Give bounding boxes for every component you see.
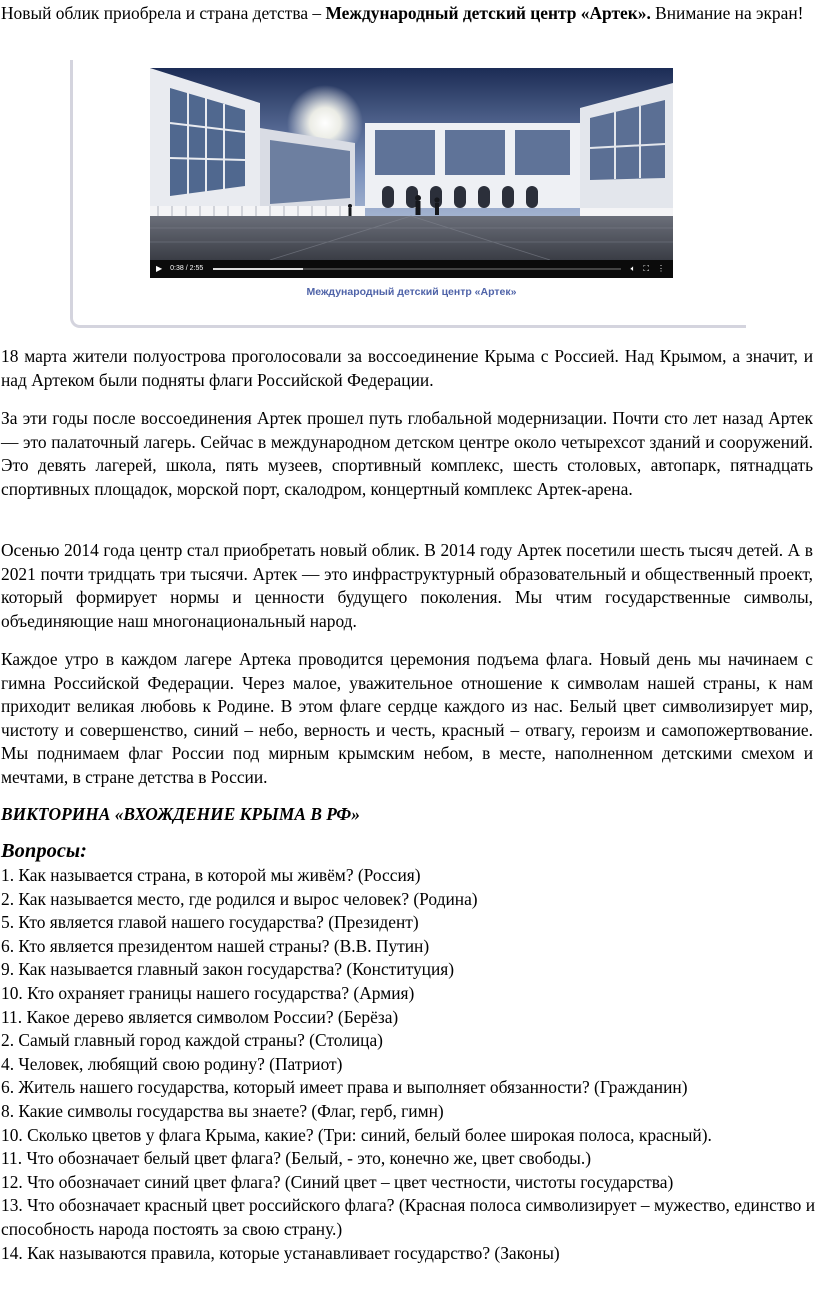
paragraph-4: Каждое утро в каждом лагере Артека проводится церемония подъема флага. Новый день мы начинаем с гимна Российской Федерации. Через малое, уважительное отношение к символам нашей страны, к нам приходит великая любовь к Родине. В этом флаге сердце каждого из нас. Белый цвет символизирует мир, чистоту и совершенство, синий – небо, верность и честь, красный – отвагу, героизм и самопожертвование. Мы поднимаем флаг России под мирным крымским небом, в месте, наполненном детскими смехом и мечтами, в стране детства в России. bbox=[1, 649, 813, 787]
intro-text-before: Новый облик приобрела и страна детства – bbox=[1, 3, 326, 23]
intro-bold-title: Международный детский центр «Артек». bbox=[325, 3, 651, 23]
question-item: 9. Как называется главный закон государства? (Конституция) bbox=[1, 959, 455, 980]
questions-header: Вопросы: bbox=[1, 840, 87, 862]
video-progress-fill bbox=[213, 268, 303, 270]
video-time: 0:38 / 2:55 bbox=[170, 265, 204, 273]
question-item: 6. Житель нашего государства, который имеет права и выполняет обязанности? (Гражданин) bbox=[1, 1077, 688, 1098]
video-caption: Международный детский центр «Артек» bbox=[306, 286, 517, 298]
intro-paragraph bbox=[1, 2, 813, 26]
paragraph-3: Осенью 2014 года центр стал приобретать новый облик. В 2014 году Артек посетили шесть тысяч детей. А в 2021 почти тридцать три тысячи. Артек — это инфраструктурный образовательный и общественный проект, который формирует нормы и ценности будущего поколения. Мы чтим государственные символы, объединяющие наш многонациональный народ. bbox=[1, 540, 813, 631]
question-item: 13. Что обозначает красный цвет российского флага? (Красная полоса символизирует – мужество, единство и способность народа постоять за свою страну.) bbox=[1, 1195, 815, 1239]
question-item: 11. Какое дерево является символом России? (Берёза) bbox=[1, 1006, 399, 1027]
question-item: 5. Кто является главой нашего государства? (Президент) bbox=[1, 912, 419, 933]
square-ground bbox=[150, 216, 673, 260]
paragraph-2: За эти годы после воссоединения Артек прошел путь глобальной модернизации. Почти сто лет назад Артек — это палаточный лагерь. Сейчас в международном детском центре около четырехсот зданий и сооружений. Это девять лагерей, школа, пять музеев, спортивный комплекс, шесть столовых, автопарк, пятнадцать спортивных площадок, морской порт, скалодром, концертный комплекс Артек-арена. bbox=[1, 408, 813, 499]
question-item: 8. Какие символы государства вы знаете? (Флаг, герб, гимн) bbox=[1, 1100, 444, 1121]
play-icon[interactable]: ▶ bbox=[156, 264, 163, 274]
video-progress-bar[interactable] bbox=[213, 268, 620, 270]
question-item: 1. Как называется страна, в которой мы живём? (Россия) bbox=[1, 865, 421, 885]
question-list bbox=[1, 864, 815, 1265]
question-item: 4. Человек, любящий свою родину? (Патриот) bbox=[1, 1053, 343, 1074]
question-item: 6. Кто является президентом нашей страны? (В.В. Путин) bbox=[1, 935, 430, 956]
video-controls bbox=[150, 260, 673, 278]
question-item: 14. Как называются правила, которые устанавливает государство? (Законы) bbox=[1, 1242, 560, 1263]
paragraph-1: 18 марта жители полуострова проголосовали за воссоединение Крыма с Россией. Над Крымом, а значит, и над Артеком были подняты флаги Российской Федерации. bbox=[1, 346, 813, 390]
fullscreen-icon[interactable]: ⛶ bbox=[643, 264, 649, 274]
question-item: 12. Что обозначает синий цвет флага? (Синий цвет – цвет честности, чистоты государства) bbox=[1, 1171, 674, 1192]
question-item: 10. Кто охраняет границы нашего государства? (Армия) bbox=[1, 982, 415, 1003]
quiz-title: ВИКТОРИНА «ВХОЖДЕНИЕ КРЫМА В РФ» bbox=[1, 804, 360, 824]
intro-text-after: Внимание на экран! bbox=[650, 3, 804, 23]
question-item: 10. Сколько цветов у флага Крыма, какие? (Три: синий, белый более широкая полоса, красный). bbox=[1, 1124, 712, 1145]
video-player[interactable] bbox=[150, 68, 673, 278]
question-item: 2. Как называется место, где родился и вырос человек? (Родина) bbox=[1, 888, 478, 909]
question-item: 11. Что обозначает белый цвет флага? (Белый, - это, конечно же, цвет свободы.) bbox=[1, 1148, 591, 1169]
question-item: 2. Самый главный город каждой страны? (Столица) bbox=[1, 1030, 383, 1051]
more-options-icon[interactable]: ⋮ bbox=[657, 264, 665, 274]
volume-icon[interactable]: 🔈︎ bbox=[630, 264, 636, 274]
video-thumbnail bbox=[150, 68, 673, 260]
